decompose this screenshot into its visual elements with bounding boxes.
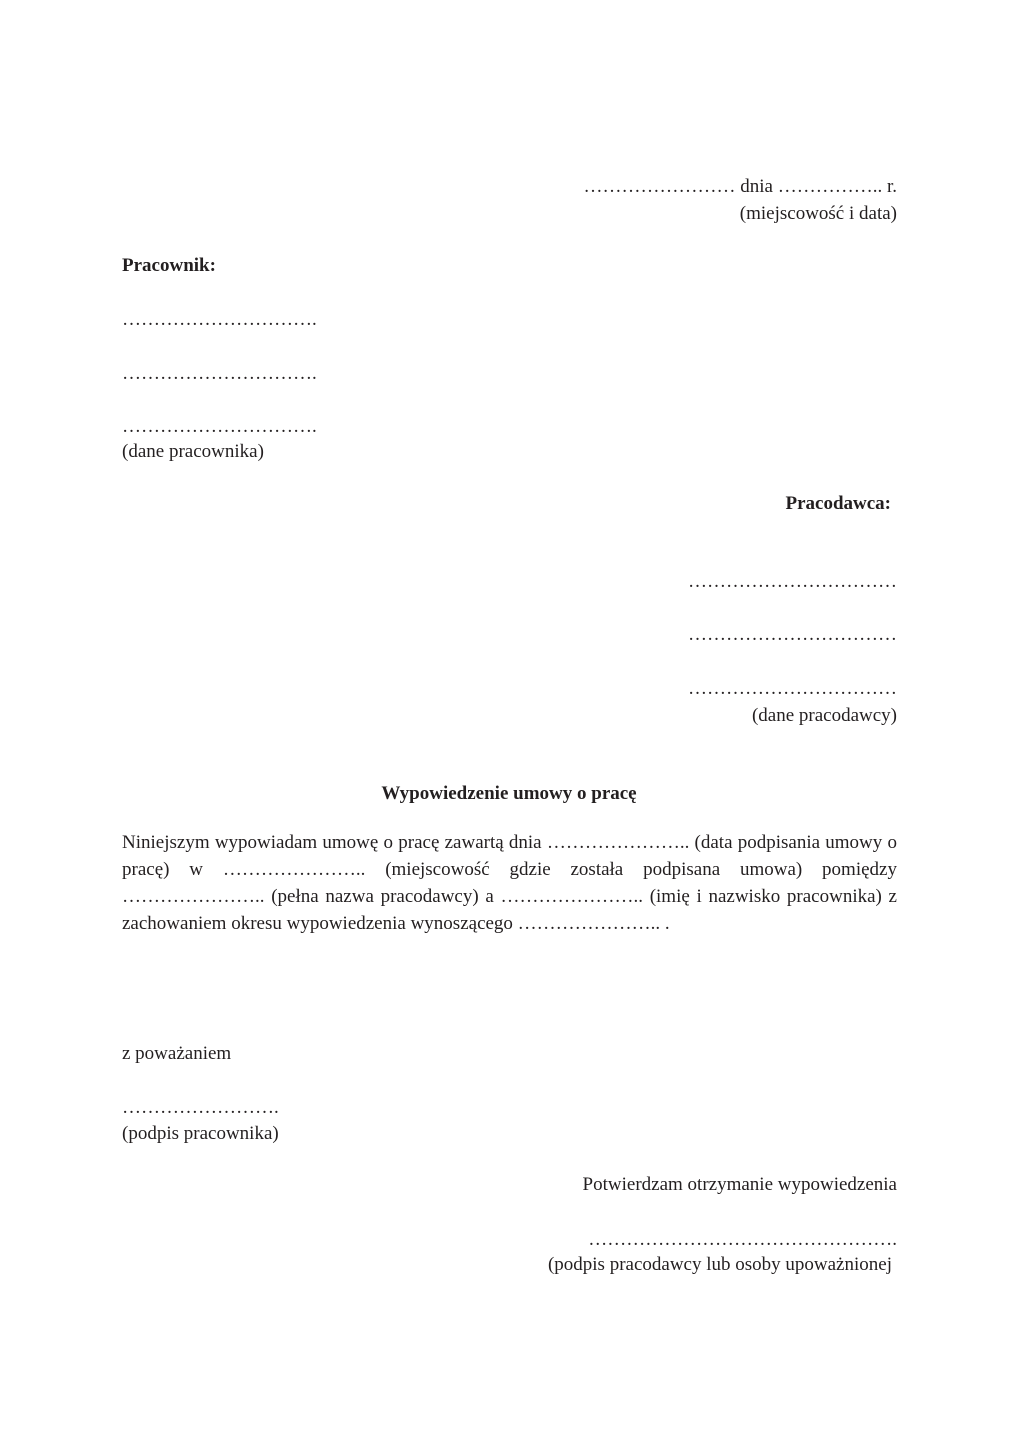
document-title: Wypowiedzenie umowy o pracę (381, 783, 637, 804)
employee-line-1: …………………………. (122, 309, 317, 330)
closing-greeting: z poważaniem (122, 1043, 232, 1064)
employer-line-3: …………………………… (688, 678, 897, 699)
employer-line-1: …………………………… (688, 571, 897, 592)
employee-heading: Pracownik: (122, 255, 216, 276)
employer-signature-line: …………………………………………. (588, 1229, 897, 1250)
employee-line-2: …………………………. (122, 363, 317, 384)
employer-line-2: …………………………… (688, 624, 897, 645)
employer-signature-caption: (podpis pracodawcy lub osoby upoważnionej (547, 1254, 892, 1275)
place-date-line: …………………… dnia …………….. r. (583, 176, 897, 197)
employee-signature-caption: (podpis pracownika) (122, 1123, 279, 1144)
employee-line-3: …………………………. (122, 416, 317, 437)
confirmation-text: Potwierdzam otrzymanie wypowiedzenia (582, 1174, 897, 1195)
employer-heading: Pracodawca: (785, 493, 891, 514)
employer-caption: (dane pracodawcy) (751, 705, 897, 726)
employee-signature-line: ……………………. (122, 1097, 279, 1118)
place-date-caption: (miejscowość i data) (739, 203, 897, 224)
employee-caption: (dane pracownika) (122, 441, 264, 462)
document-body: Niniejszym wypowiadam umowę o pracę zawartą dnia ………………….. (data podpisania umowy o pracę) w ………………….. (miejscowość gdzie została podpisana umowa) pomiędzy ………………….. (pełna nazwa pracodawcy) a ………………….. (imię i nazwisko pracownika) z zachowaniem okresu wypowiedzenia wynoszącego ………………….. . (122, 832, 897, 934)
